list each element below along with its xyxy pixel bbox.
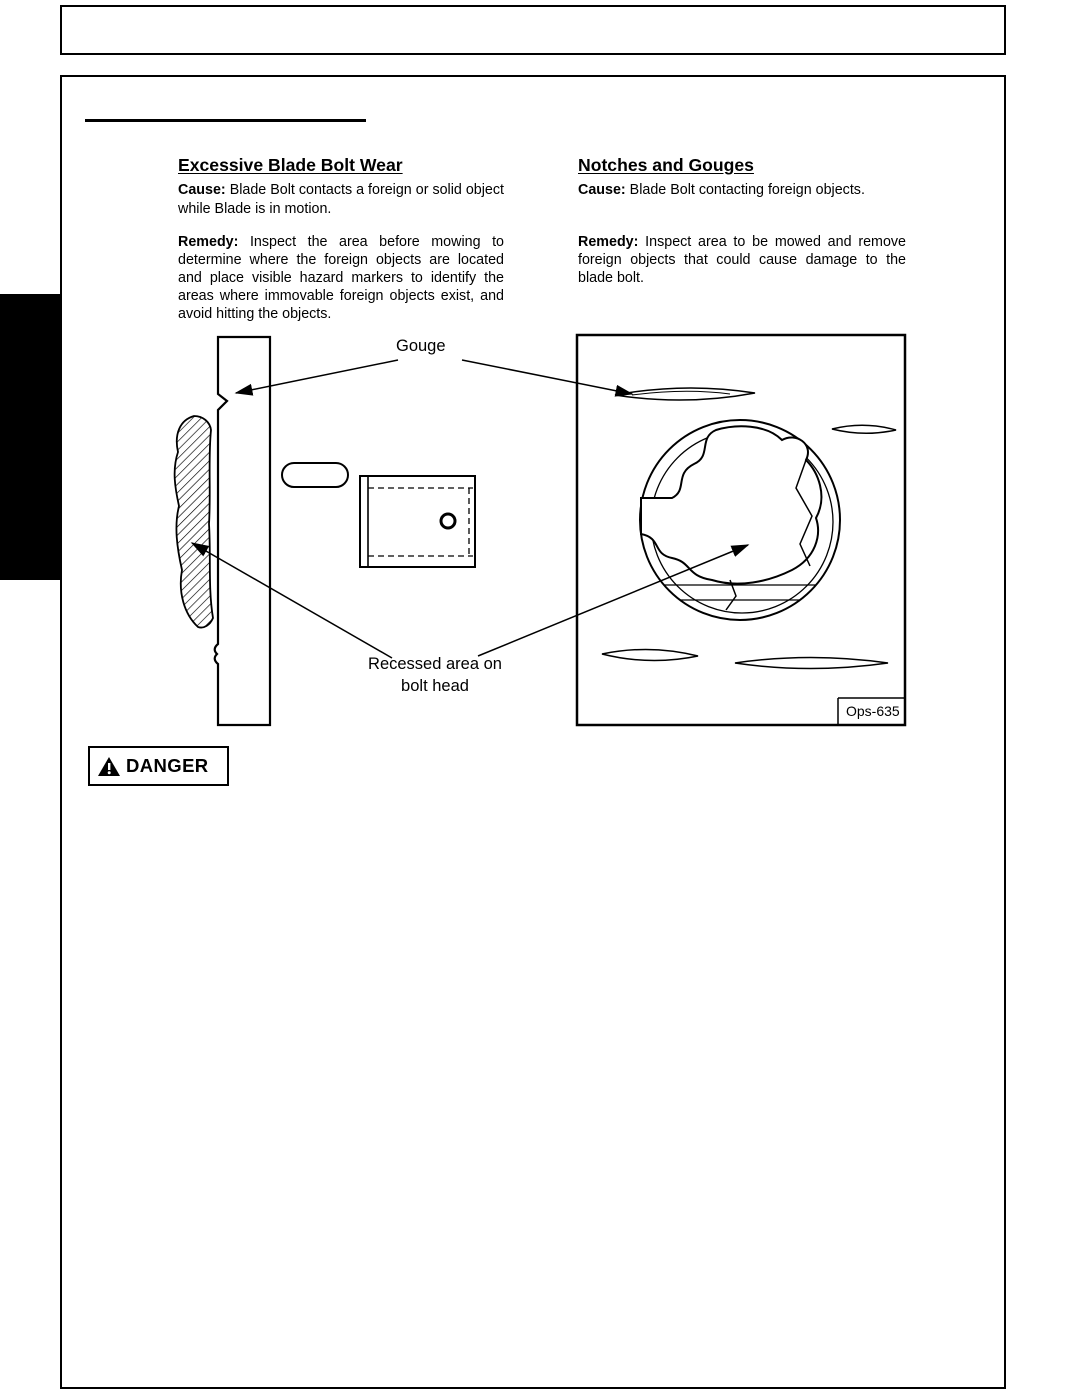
recessed-label-line1: Recessed area on — [368, 655, 502, 673]
recessed-area-label — [350, 654, 520, 698]
left-cause-text: Blade Bolt contacts a foreign or solid object while Blade is in motion. — [178, 182, 504, 217]
left-heading: Excessive Blade Bolt Wear — [178, 155, 403, 175]
bolt-shank — [282, 463, 348, 487]
figure-code: Ops-635 — [846, 703, 900, 719]
recessed-label-line2: bolt head — [401, 676, 469, 695]
section-rule — [85, 119, 366, 122]
danger-label: DANGER — [126, 755, 209, 776]
bolt-shaft — [360, 476, 475, 567]
right-remedy-paragraph — [578, 233, 906, 287]
right-heading: Notches and Gouges — [578, 155, 754, 175]
right-cause-label: Cause: — [578, 182, 626, 199]
left-remedy-paragraph — [178, 233, 504, 324]
left-remedy-label: Remedy: — [178, 233, 239, 250]
header-box — [60, 5, 1006, 55]
left-cause-label: Cause: — [178, 182, 226, 199]
left-remedy-text: Inspect the area before mowing to determine where the foreign objects are located and place visible hazard markers to identify the areas where immovable foreign objects exist, and avoid hitting the objects. — [178, 233, 505, 323]
blade-cross-section — [215, 337, 270, 725]
danger-box — [88, 746, 229, 786]
bolt-head-hatched — [175, 416, 213, 628]
right-cause-paragraph — [578, 181, 906, 199]
left-cause-paragraph — [178, 181, 504, 217]
page-edge-tab — [0, 294, 61, 580]
right-remedy-label: Remedy: — [578, 233, 639, 250]
right-column — [578, 154, 906, 287]
gouge-label: Gouge — [396, 337, 446, 355]
blade-bolt-diagram — [170, 330, 910, 730]
right-remedy-text: Inspect area to be mowed and remove foreign objects that could cause damage to the blade bolt. — [578, 233, 906, 286]
gouge-leader-lines — [236, 360, 632, 394]
bolt-hole — [441, 514, 455, 528]
left-column — [178, 154, 504, 323]
warning-triangle-icon — [97, 756, 121, 777]
right-cause-text: Blade Bolt contacting foreign objects. — [629, 182, 865, 199]
